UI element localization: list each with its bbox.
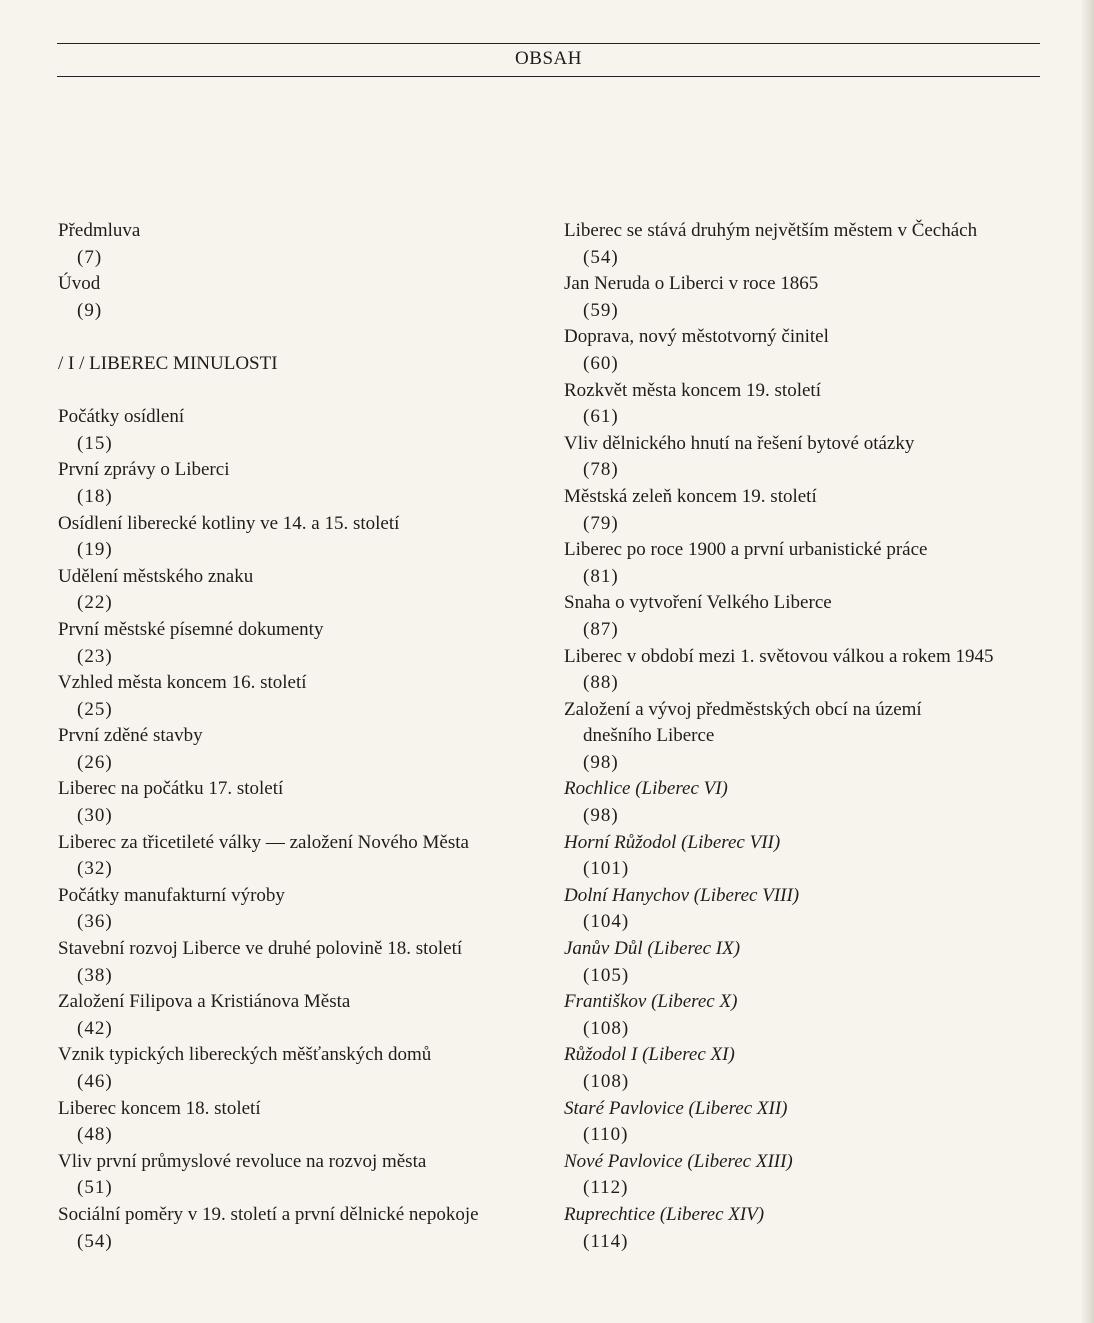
toc-entry [58, 271, 538, 324]
toc-entry-page: (60) [583, 352, 619, 374]
toc-entry-title-line2: dnešního Liberce [583, 725, 715, 747]
toc-entry [564, 431, 1054, 484]
toc-subentry [564, 830, 1054, 883]
toc-entry-title: Úvod [58, 273, 101, 295]
toc-entry-title: Liberec se stává druhým největším městem v Čechách [564, 220, 978, 241]
toc-entry-title: Počátky osídlení [58, 406, 185, 428]
toc-entry [564, 218, 1054, 271]
spacer [58, 378, 538, 405]
toc-entry-title: Počátky manufakturní výroby [58, 884, 285, 906]
toc-entry-title: Předmluva [58, 220, 141, 241]
toc-entry-page: (32) [77, 858, 113, 880]
toc-entry-page: (87) [583, 618, 619, 640]
toc-entry-page: (22) [77, 592, 113, 614]
toc-entry [58, 1096, 538, 1149]
toc-entry-page: (25) [77, 698, 113, 720]
toc-entry-page: (30) [77, 805, 113, 827]
toc-subentry-title: Horní Růžodol (Liberec VII) [564, 831, 781, 853]
toc-entry-page: (54) [583, 246, 619, 268]
toc-entry-page: (79) [583, 512, 619, 534]
toc-entry-title: Vliv dělnického hnutí na řešení bytové otázky [564, 432, 915, 454]
toc-entry-title: Rozkvět města koncem 19. století [564, 379, 821, 401]
toc-entry-page: (9) [77, 299, 103, 321]
toc-subentry-title: Františkov (Liberec X) [564, 991, 738, 1013]
toc-entry-title: Snaha o vytvoření Velkého Liberce [564, 592, 832, 614]
toc-subentry [564, 1202, 1054, 1255]
toc-entry [564, 590, 1054, 643]
toc-entry-title: Liberec koncem 18. století [58, 1097, 261, 1119]
toc-entry-title-line1: Založení a vývoj předměstských obcí na území [564, 698, 922, 720]
toc-entry-page: (15) [77, 432, 113, 454]
toc-entry [564, 271, 1054, 324]
toc-entry [58, 936, 538, 989]
page-title: OBSAH [515, 48, 582, 69]
toc-subentry [564, 1096, 1054, 1149]
toc-entry [564, 644, 1054, 697]
toc-subentry-title: Rochlice (Liberec VI) [564, 778, 728, 800]
toc-entry-page: (23) [77, 645, 113, 667]
toc-entry-title: První městské písemné dokumenty [58, 618, 324, 640]
toc-entry-page: (104) [583, 911, 630, 933]
toc-entry-page: (26) [77, 751, 113, 773]
toc-entry-title: Založení Filipova a Kristiánova Města [58, 991, 351, 1013]
toc-entry-page: (81) [583, 565, 619, 587]
toc-entry-title: Liberec za třicetileté války — založení Nového Města [58, 831, 469, 853]
toc-entry [564, 484, 1054, 537]
toc-entry [58, 564, 538, 617]
toc-entry [58, 457, 538, 510]
toc-entry-page: (59) [583, 299, 619, 321]
header-rule-bottom [57, 76, 1040, 77]
toc-entry-page: (108) [583, 1017, 630, 1039]
toc-entry [58, 1042, 538, 1095]
toc-entry-page: (7) [77, 246, 103, 268]
toc-entry [58, 617, 538, 670]
toc-entry [58, 776, 538, 829]
toc-entry-page: (98) [583, 751, 619, 773]
toc-subentry-title: Ruprechtice (Liberec XIV) [564, 1203, 765, 1225]
toc-entry-page: (108) [583, 1071, 630, 1092]
toc-entry-page: (101) [583, 858, 630, 880]
toc-entry-page: (54) [77, 1230, 113, 1252]
toc-entry-page: (88) [583, 672, 619, 694]
toc-entry-page: (51) [77, 1177, 113, 1199]
toc-entry-title: Stavební rozvoj Liberce ve druhé polovině 18. století [58, 938, 463, 960]
toc-entry-title: První zděné stavby [58, 725, 203, 747]
toc-entry-page: (114) [583, 1230, 629, 1252]
toc-entry [564, 324, 1054, 377]
toc-entry [58, 830, 538, 883]
toc-entry-title: Městská zeleň koncem 19. století [564, 485, 817, 507]
toc-entry [564, 537, 1054, 590]
toc-entry-page: (46) [77, 1071, 113, 1092]
toc-entry-page: (38) [77, 964, 113, 986]
toc-entry-page: (42) [77, 1017, 113, 1039]
toc-subentry-title: Staré Pavlovice (Liberec XII) [564, 1097, 788, 1119]
toc-entry-title: Vliv první průmyslové revoluce na rozvoj města [58, 1150, 427, 1172]
toc-entry [58, 218, 538, 271]
toc-subentry-title: Janův Důl (Liberec IX) [564, 938, 741, 960]
toc-entry-title: Sociální poměry v 19. století a první dělnické nepokoje [58, 1203, 479, 1225]
toc-right-column [564, 218, 1054, 1255]
toc-entry-page: (19) [77, 539, 113, 561]
toc-entry [564, 378, 1054, 431]
toc-subentry-title: Nové Pavlovice (Liberec XIII) [564, 1150, 793, 1172]
toc-entry-page: (110) [583, 1124, 629, 1146]
toc-entry [58, 404, 538, 457]
toc-subentry [564, 989, 1054, 1042]
toc-entry-title: Udělení městského znaku [58, 565, 254, 587]
part-heading: / I / LIBEREC MINULOSTI [58, 352, 278, 374]
toc-entry [564, 697, 1054, 777]
toc-entry-title: Jan Neruda o Liberci v roce 1865 [564, 273, 819, 295]
toc-entry-title: Vznik typických libereckých měšťanských domů [58, 1044, 432, 1066]
toc-subentry [564, 1042, 1054, 1095]
toc-entry-page: (48) [77, 1124, 113, 1146]
toc-entry-page: (18) [77, 485, 113, 507]
toc-subentry-title: Růžodol I (Liberec XI) [564, 1044, 735, 1066]
toc-entry-title: Liberec po roce 1900 a první urbanistické práce [564, 539, 928, 561]
toc-entry-title: Osídlení liberecké kotliny ve 14. a 15. století [58, 512, 400, 534]
toc-subentry [564, 883, 1054, 936]
toc-entry-page: (61) [583, 406, 619, 428]
header-rule-top [57, 43, 1040, 44]
toc-entry-page: (78) [583, 459, 619, 481]
toc-subentry [564, 1149, 1054, 1202]
toc-entry [58, 670, 538, 723]
toc-subentry [564, 936, 1054, 989]
toc-entry-title [564, 697, 1054, 750]
toc-left-column [58, 218, 538, 1255]
toc-entry-page: (112) [583, 1177, 629, 1199]
toc-subentry-title: Dolní Hanychov (Liberec VIII) [564, 884, 800, 906]
toc-entry-title: První zprávy o Liberci [58, 459, 230, 481]
toc-entry [58, 1149, 538, 1202]
toc-entry-page: (36) [77, 911, 113, 933]
toc-subentry [564, 776, 1054, 829]
spacer [58, 324, 538, 351]
toc-entry-title: Vzhled města koncem 16. století [58, 672, 307, 694]
toc-entry-title: Liberec v období mezi 1. světovou válkou a rokem 1945 [564, 645, 994, 667]
toc-entry [58, 989, 538, 1042]
toc-entry [58, 511, 538, 564]
toc-entry-page: (98) [583, 805, 619, 827]
toc-entry-page: (105) [583, 964, 630, 986]
toc-entry [58, 1202, 538, 1255]
toc-entry-title: Liberec na počátku 17. století [58, 778, 284, 800]
toc-entry [58, 883, 538, 936]
toc-entry [58, 723, 538, 776]
toc-entry-title: Doprava, nový městotvorný činitel [564, 326, 829, 348]
page-edge-shadow [1082, 0, 1094, 1323]
